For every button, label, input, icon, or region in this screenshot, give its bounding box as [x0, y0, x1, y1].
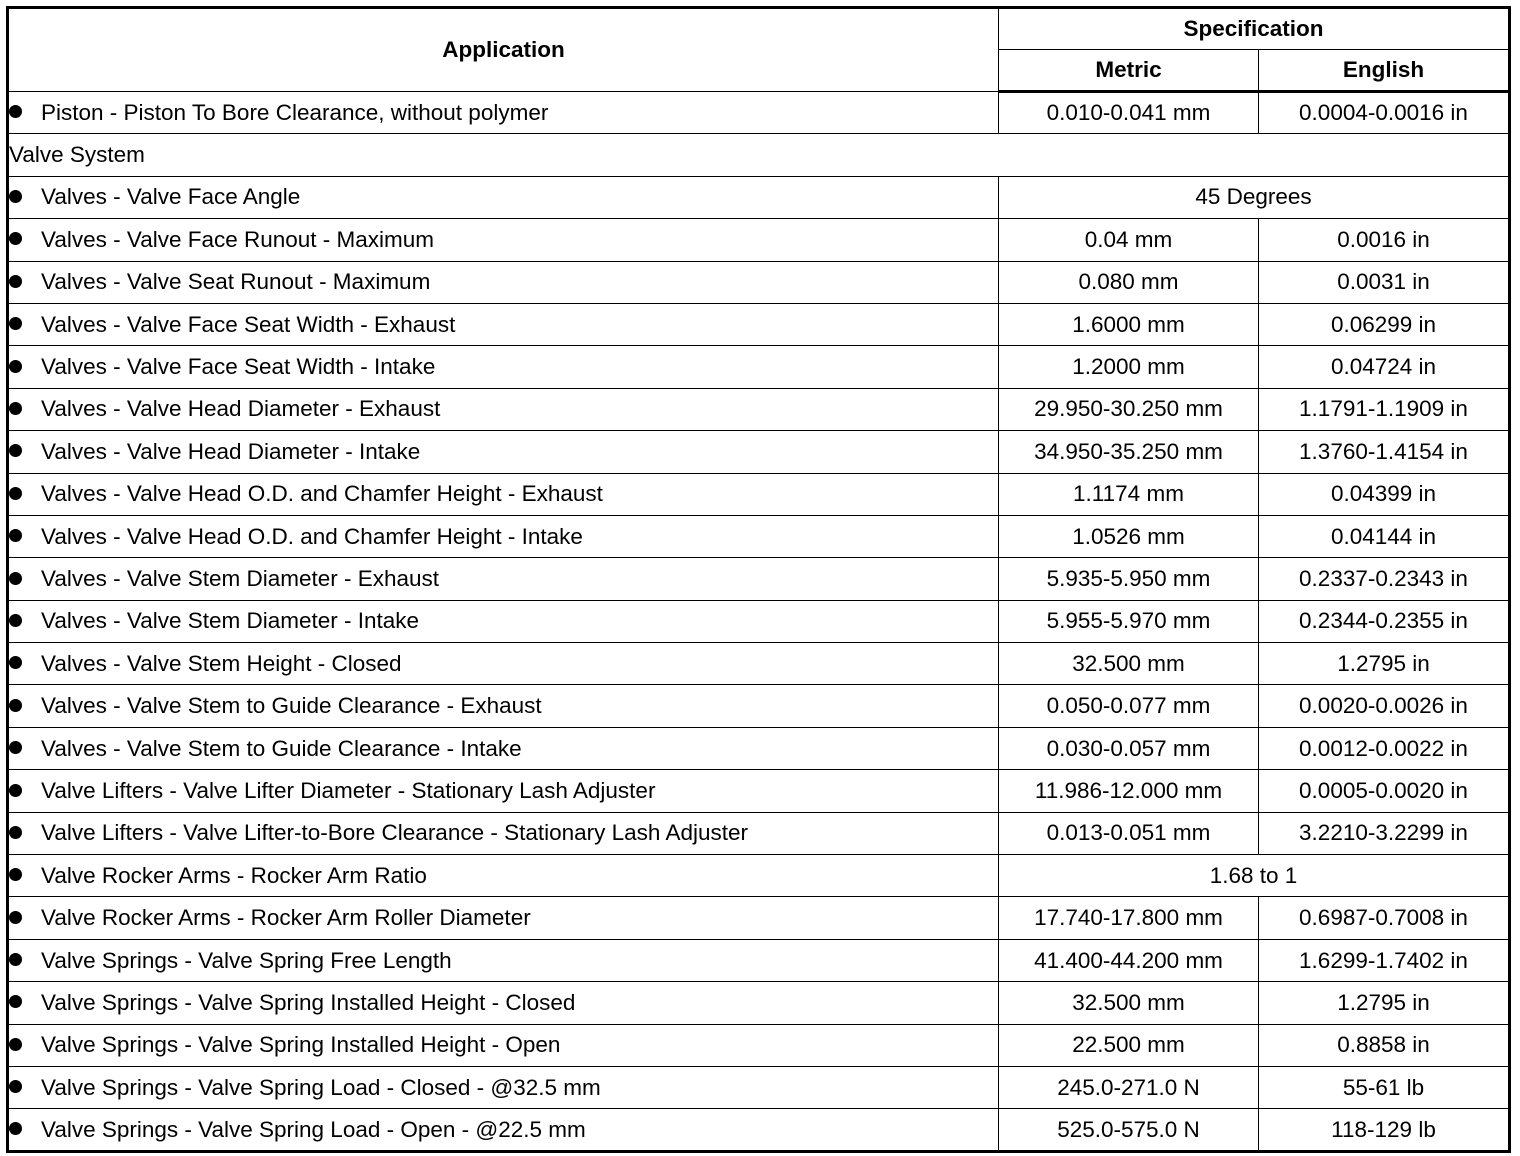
english-cell: 3.2210-3.2299 in [1259, 812, 1510, 854]
metric-cell: 29.950-30.250 mm [999, 388, 1259, 430]
application-text: Valves - Valve Stem to Guide Clearance - Intake [41, 735, 522, 761]
application-cell [8, 176, 999, 218]
english-header: English [1259, 50, 1510, 92]
application-cell [8, 219, 999, 261]
application-text: Valve Springs - Valve Spring Free Length [41, 947, 452, 973]
table-row [8, 643, 1510, 685]
bullet-icon [9, 529, 22, 542]
english-cell: 1.6299-1.7402 in [1259, 939, 1510, 981]
bullet-icon [9, 275, 22, 288]
application-cell [8, 473, 999, 515]
table-row [8, 219, 1510, 261]
application-cell [8, 643, 999, 685]
table-row [8, 939, 1510, 981]
application-text: Valve Springs - Valve Spring Load - Closed - @32.5 mm [41, 1074, 601, 1100]
application-text: Valves - Valve Seat Runout - Maximum [41, 269, 431, 295]
application-cell [8, 770, 999, 812]
table-row [8, 346, 1510, 388]
english-cell: 55-61 lb [1259, 1066, 1510, 1108]
bullet-icon [9, 1080, 22, 1093]
bullet-icon [9, 190, 22, 203]
bullet-icon [9, 784, 22, 797]
application-cell [8, 939, 999, 981]
metric-cell: 17.740-17.800 mm [999, 897, 1259, 939]
application-text: Valve Lifters - Valve Lifter Diameter - Stationary Lash Adjuster [41, 777, 656, 803]
application-cell [8, 431, 999, 473]
metric-cell: 5.955-5.970 mm [999, 600, 1259, 642]
metric-cell: 41.400-44.200 mm [999, 939, 1259, 981]
metric-cell: 0.030-0.057 mm [999, 727, 1259, 769]
english-cell: 0.04399 in [1259, 473, 1510, 515]
metric-cell: 1.1174 mm [999, 473, 1259, 515]
english-cell: 1.3760-1.4154 in [1259, 431, 1510, 473]
application-text: Valves - Valve Head O.D. and Chamfer Height - Intake [41, 523, 583, 549]
bullet-icon [9, 444, 22, 457]
table-row [8, 515, 1510, 557]
table-row [8, 431, 1510, 473]
metric-cell: 0.010-0.041 mm [999, 92, 1259, 134]
application-text: Piston - Piston To Bore Clearance, without polymer [41, 99, 549, 125]
metric-cell: 245.0-271.0 N [999, 1066, 1259, 1108]
application-cell [8, 600, 999, 642]
bullet-icon [9, 1038, 22, 1051]
table-body [8, 92, 1510, 1152]
application-text: Valves - Valve Stem Height - Closed [41, 650, 402, 676]
bullet-icon [9, 614, 22, 627]
bullet-icon [9, 699, 22, 712]
section-title: Valve System [8, 134, 1510, 176]
application-text: Valves - Valve Face Angle [41, 184, 301, 210]
english-cell: 0.8858 in [1259, 1024, 1510, 1066]
bullet-icon [9, 995, 22, 1008]
application-cell [8, 92, 999, 134]
bullet-icon [9, 911, 22, 924]
application-text: Valves - Valve Head O.D. and Chamfer Height - Exhaust [41, 481, 603, 507]
table-row [8, 855, 1510, 897]
english-cell: 0.6987-0.7008 in [1259, 897, 1510, 939]
english-cell: 0.0012-0.0022 in [1259, 727, 1510, 769]
application-header: Application [8, 8, 999, 92]
metric-cell: 0.04 mm [999, 219, 1259, 261]
bullet-icon [9, 656, 22, 669]
english-cell: 118-129 lb [1259, 1109, 1510, 1151]
metric-cell: 11.986-12.000 mm [999, 770, 1259, 812]
table-row [8, 727, 1510, 769]
merged-value-cell: 1.68 to 1 [999, 855, 1510, 897]
table-row [8, 303, 1510, 345]
bullet-icon [9, 1122, 22, 1135]
bullet-icon [9, 868, 22, 881]
english-cell: 0.0031 in [1259, 261, 1510, 303]
table-row [8, 473, 1510, 515]
table-row [8, 1066, 1510, 1108]
application-text: Valve Rocker Arms - Rocker Arm Ratio [41, 862, 427, 888]
application-cell [8, 855, 999, 897]
application-cell [8, 261, 999, 303]
application-cell [8, 388, 999, 430]
metric-header: Metric [999, 50, 1259, 92]
bullet-icon [9, 317, 22, 330]
spec-sheet [6, 6, 1508, 1153]
application-cell [8, 685, 999, 727]
application-cell [8, 897, 999, 939]
metric-cell: 0.013-0.051 mm [999, 812, 1259, 854]
application-text: Valves - Valve Head Diameter - Intake [41, 438, 421, 464]
application-text: Valve Springs - Valve Spring Load - Open - @22.5 mm [41, 1116, 586, 1142]
application-cell [8, 303, 999, 345]
english-cell: 0.04144 in [1259, 515, 1510, 557]
table-row [8, 1024, 1510, 1066]
application-cell [8, 727, 999, 769]
bullet-icon [9, 105, 22, 118]
english-cell: 0.0020-0.0026 in [1259, 685, 1510, 727]
english-cell: 0.04724 in [1259, 346, 1510, 388]
bullet-icon [9, 826, 22, 839]
table-row [8, 770, 1510, 812]
table-row [8, 388, 1510, 430]
application-cell [8, 515, 999, 557]
bullet-icon [9, 953, 22, 966]
bullet-icon [9, 360, 22, 373]
bullet-icon [9, 741, 22, 754]
metric-cell: 1.0526 mm [999, 515, 1259, 557]
application-cell [8, 1024, 999, 1066]
application-cell [8, 1066, 999, 1108]
table-row [8, 92, 1510, 134]
english-cell: 1.1791-1.1909 in [1259, 388, 1510, 430]
application-cell [8, 1109, 999, 1151]
application-text: Valve Springs - Valve Spring Installed Height - Open [41, 1032, 561, 1058]
english-cell: 0.2344-0.2355 in [1259, 600, 1510, 642]
table-row [8, 1109, 1510, 1151]
english-cell: 0.2337-0.2343 in [1259, 558, 1510, 600]
application-text: Valves - Valve Stem Diameter - Intake [41, 608, 420, 634]
application-text: Valves - Valve Stem Diameter - Exhaust [41, 565, 440, 591]
english-cell: 0.0016 in [1259, 219, 1510, 261]
application-text: Valve Rocker Arms - Rocker Arm Roller Diameter [41, 905, 531, 931]
bullet-icon [9, 402, 22, 415]
english-cell: 0.0004-0.0016 in [1259, 92, 1510, 134]
table-row [8, 685, 1510, 727]
bullet-icon [9, 487, 22, 500]
specification-table [6, 6, 1511, 1153]
metric-cell: 32.500 mm [999, 982, 1259, 1024]
bullet-icon [9, 232, 22, 245]
metric-cell: 32.500 mm [999, 643, 1259, 685]
bullet-icon [9, 572, 22, 585]
header-row-top [8, 8, 1510, 50]
application-text: Valve Lifters - Valve Lifter-to-Bore Clearance - Stationary Lash Adjuster [41, 820, 748, 846]
application-cell [8, 812, 999, 854]
table-row [8, 558, 1510, 600]
metric-cell: 5.935-5.950 mm [999, 558, 1259, 600]
table-row [8, 176, 1510, 218]
table-row [8, 897, 1510, 939]
application-cell [8, 346, 999, 388]
english-cell: 0.0005-0.0020 in [1259, 770, 1510, 812]
metric-cell: 1.2000 mm [999, 346, 1259, 388]
table-row [8, 261, 1510, 303]
merged-value-cell: 45 Degrees [999, 176, 1510, 218]
metric-cell: 0.050-0.077 mm [999, 685, 1259, 727]
specification-header: Specification [999, 8, 1510, 50]
application-text: Valve Springs - Valve Spring Installed Height - Closed [41, 989, 576, 1015]
application-text: Valves - Valve Face Runout - Maximum [41, 226, 435, 252]
table-row [8, 982, 1510, 1024]
application-text: Valves - Valve Head Diameter - Exhaust [41, 396, 441, 422]
application-text: Valves - Valve Face Seat Width - Exhaust [41, 311, 456, 337]
application-cell [8, 982, 999, 1024]
metric-cell: 1.6000 mm [999, 303, 1259, 345]
application-cell [8, 558, 999, 600]
metric-cell: 22.500 mm [999, 1024, 1259, 1066]
english-cell: 1.2795 in [1259, 643, 1510, 685]
metric-cell: 34.950-35.250 mm [999, 431, 1259, 473]
metric-cell: 0.080 mm [999, 261, 1259, 303]
application-text: Valves - Valve Face Seat Width - Intake [41, 354, 436, 380]
table-row [8, 600, 1510, 642]
english-cell: 0.06299 in [1259, 303, 1510, 345]
table-row [8, 812, 1510, 854]
metric-cell: 525.0-575.0 N [999, 1109, 1259, 1151]
english-cell: 1.2795 in [1259, 982, 1510, 1024]
section-row [8, 134, 1510, 176]
application-text: Valves - Valve Stem to Guide Clearance - Exhaust [41, 693, 542, 719]
